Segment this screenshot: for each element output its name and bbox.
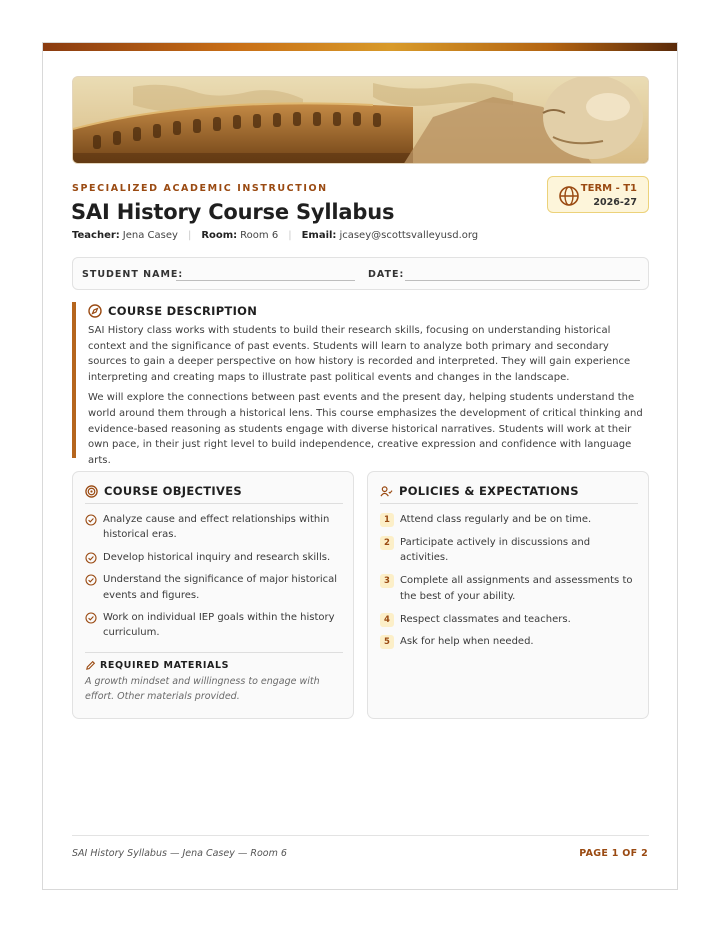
course-description-heading <box>88 304 649 318</box>
teacher-info-row <box>72 230 478 241</box>
term-badge <box>547 176 649 213</box>
required-materials-text: A growth mindset and willingness to engage with effort. Other materials provided. <box>85 676 320 703</box>
policy-text: Complete all assignments and assessments to the best of your ability. <box>400 575 633 602</box>
objective-text: Work on individual IEP goals within the history curriculum. <box>103 612 335 639</box>
course-objectives-heading <box>85 484 343 504</box>
list-item <box>85 572 343 603</box>
policy-text: Participate actively in discussions and activities. <box>400 536 591 564</box>
description-paragraph: SAI History class works with students to build their research skills, focusing on understanding historical context and the significance of past events. Students will learn to analyze both primary and secondary sources to gain a deeper perspective on how history is recorded and interpreted. They will gain experience interpreting and creating maps to illustrate past political events and changes in the landscape. <box>88 325 631 383</box>
policies-list <box>380 512 638 657</box>
objective-text: Understand the significance of major historical events and figures. <box>103 574 338 601</box>
policy-text: Respect classmates and teachers. <box>400 613 571 625</box>
email-link[interactable]: jcasey@scottsvalleyusd.org <box>339 230 479 241</box>
number-badge: 3 <box>380 574 394 588</box>
list-item <box>85 550 343 565</box>
policy-text: Attend class regularly and be on time. <box>400 514 592 525</box>
target-icon <box>85 485 98 498</box>
check-circle-icon <box>85 574 97 586</box>
teacher-label: Teacher: <box>72 230 120 241</box>
email-label: Email: <box>301 230 337 241</box>
number-badge: 1 <box>380 513 394 527</box>
required-materials-title: REQUIRED MATERIALS <box>100 660 230 671</box>
check-circle-icon <box>85 514 97 526</box>
footer-divider <box>72 835 649 836</box>
list-item <box>380 512 638 527</box>
required-materials-section <box>85 652 343 705</box>
teacher-name: Jena Casey <box>122 230 178 241</box>
term-label: TERM - T1 <box>580 183 637 194</box>
policies-heading <box>380 484 638 504</box>
course-objectives-card <box>72 471 354 719</box>
pencil-icon <box>85 660 96 671</box>
compass-icon <box>88 304 102 318</box>
term-year: 2026-27 <box>593 197 637 208</box>
divider: | <box>187 230 192 241</box>
check-circle-icon <box>85 552 97 564</box>
list-item <box>85 610 343 641</box>
syllabus-page <box>42 42 678 890</box>
objective-text: Analyze cause and effect relationships within historical eras. <box>103 514 330 541</box>
room-label: Room: <box>201 230 238 241</box>
student-name-label: STUDENT NAME: <box>82 269 184 280</box>
list-item <box>85 512 343 543</box>
page-number: PAGE 1 OF 2 <box>579 848 648 859</box>
required-materials-heading <box>85 660 343 671</box>
description-paragraph: We will explore the connections between past events and the present day, helping students understand the world around them through a historical lens. This course emphasizes the development of critical thinking and evidence-based reasoning as students engage with diverse historical narratives. Students will work at their own pace, in their just right level to build independence, creative expression and confidence with language arts. <box>88 392 643 466</box>
number-badge: 2 <box>380 536 394 550</box>
policies-card <box>367 471 649 719</box>
date-label: DATE: <box>368 269 405 280</box>
top-accent-stripe <box>43 43 677 51</box>
date-field[interactable] <box>405 280 640 281</box>
list-item <box>380 573 638 604</box>
number-badge: 4 <box>380 613 394 627</box>
room-value: Room 6 <box>240 230 279 241</box>
footer-caption: SAI History Syllabus — Jena Casey — Room 6 <box>72 848 287 859</box>
colosseum-illustration <box>73 77 649 164</box>
course-objectives-title: COURSE OBJECTIVES <box>104 484 242 498</box>
policies-title: POLICIES & EXPECTATIONS <box>399 484 579 498</box>
number-badge: 5 <box>380 635 394 649</box>
course-description-section <box>72 302 649 466</box>
page-title: SAI History Course Syllabus <box>71 200 395 224</box>
policy-text: Ask for help when needed. <box>400 636 534 648</box>
objectives-list <box>85 512 343 648</box>
divider: | <box>288 230 292 241</box>
list-item <box>380 634 638 649</box>
eyebrow-label: SPECIALIZED ACADEMIC INSTRUCTION <box>72 183 328 194</box>
course-description-title: COURSE DESCRIPTION <box>108 304 258 318</box>
check-circle-icon <box>85 612 97 624</box>
student-info-box <box>72 257 649 290</box>
header-banner-image <box>72 76 649 164</box>
objective-text: Develop historical inquiry and research skills. <box>103 551 331 563</box>
users-icon <box>380 485 393 498</box>
list-item <box>380 535 638 566</box>
list-item <box>380 612 638 627</box>
student-name-field[interactable] <box>176 280 355 281</box>
globe-icon <box>558 185 580 207</box>
